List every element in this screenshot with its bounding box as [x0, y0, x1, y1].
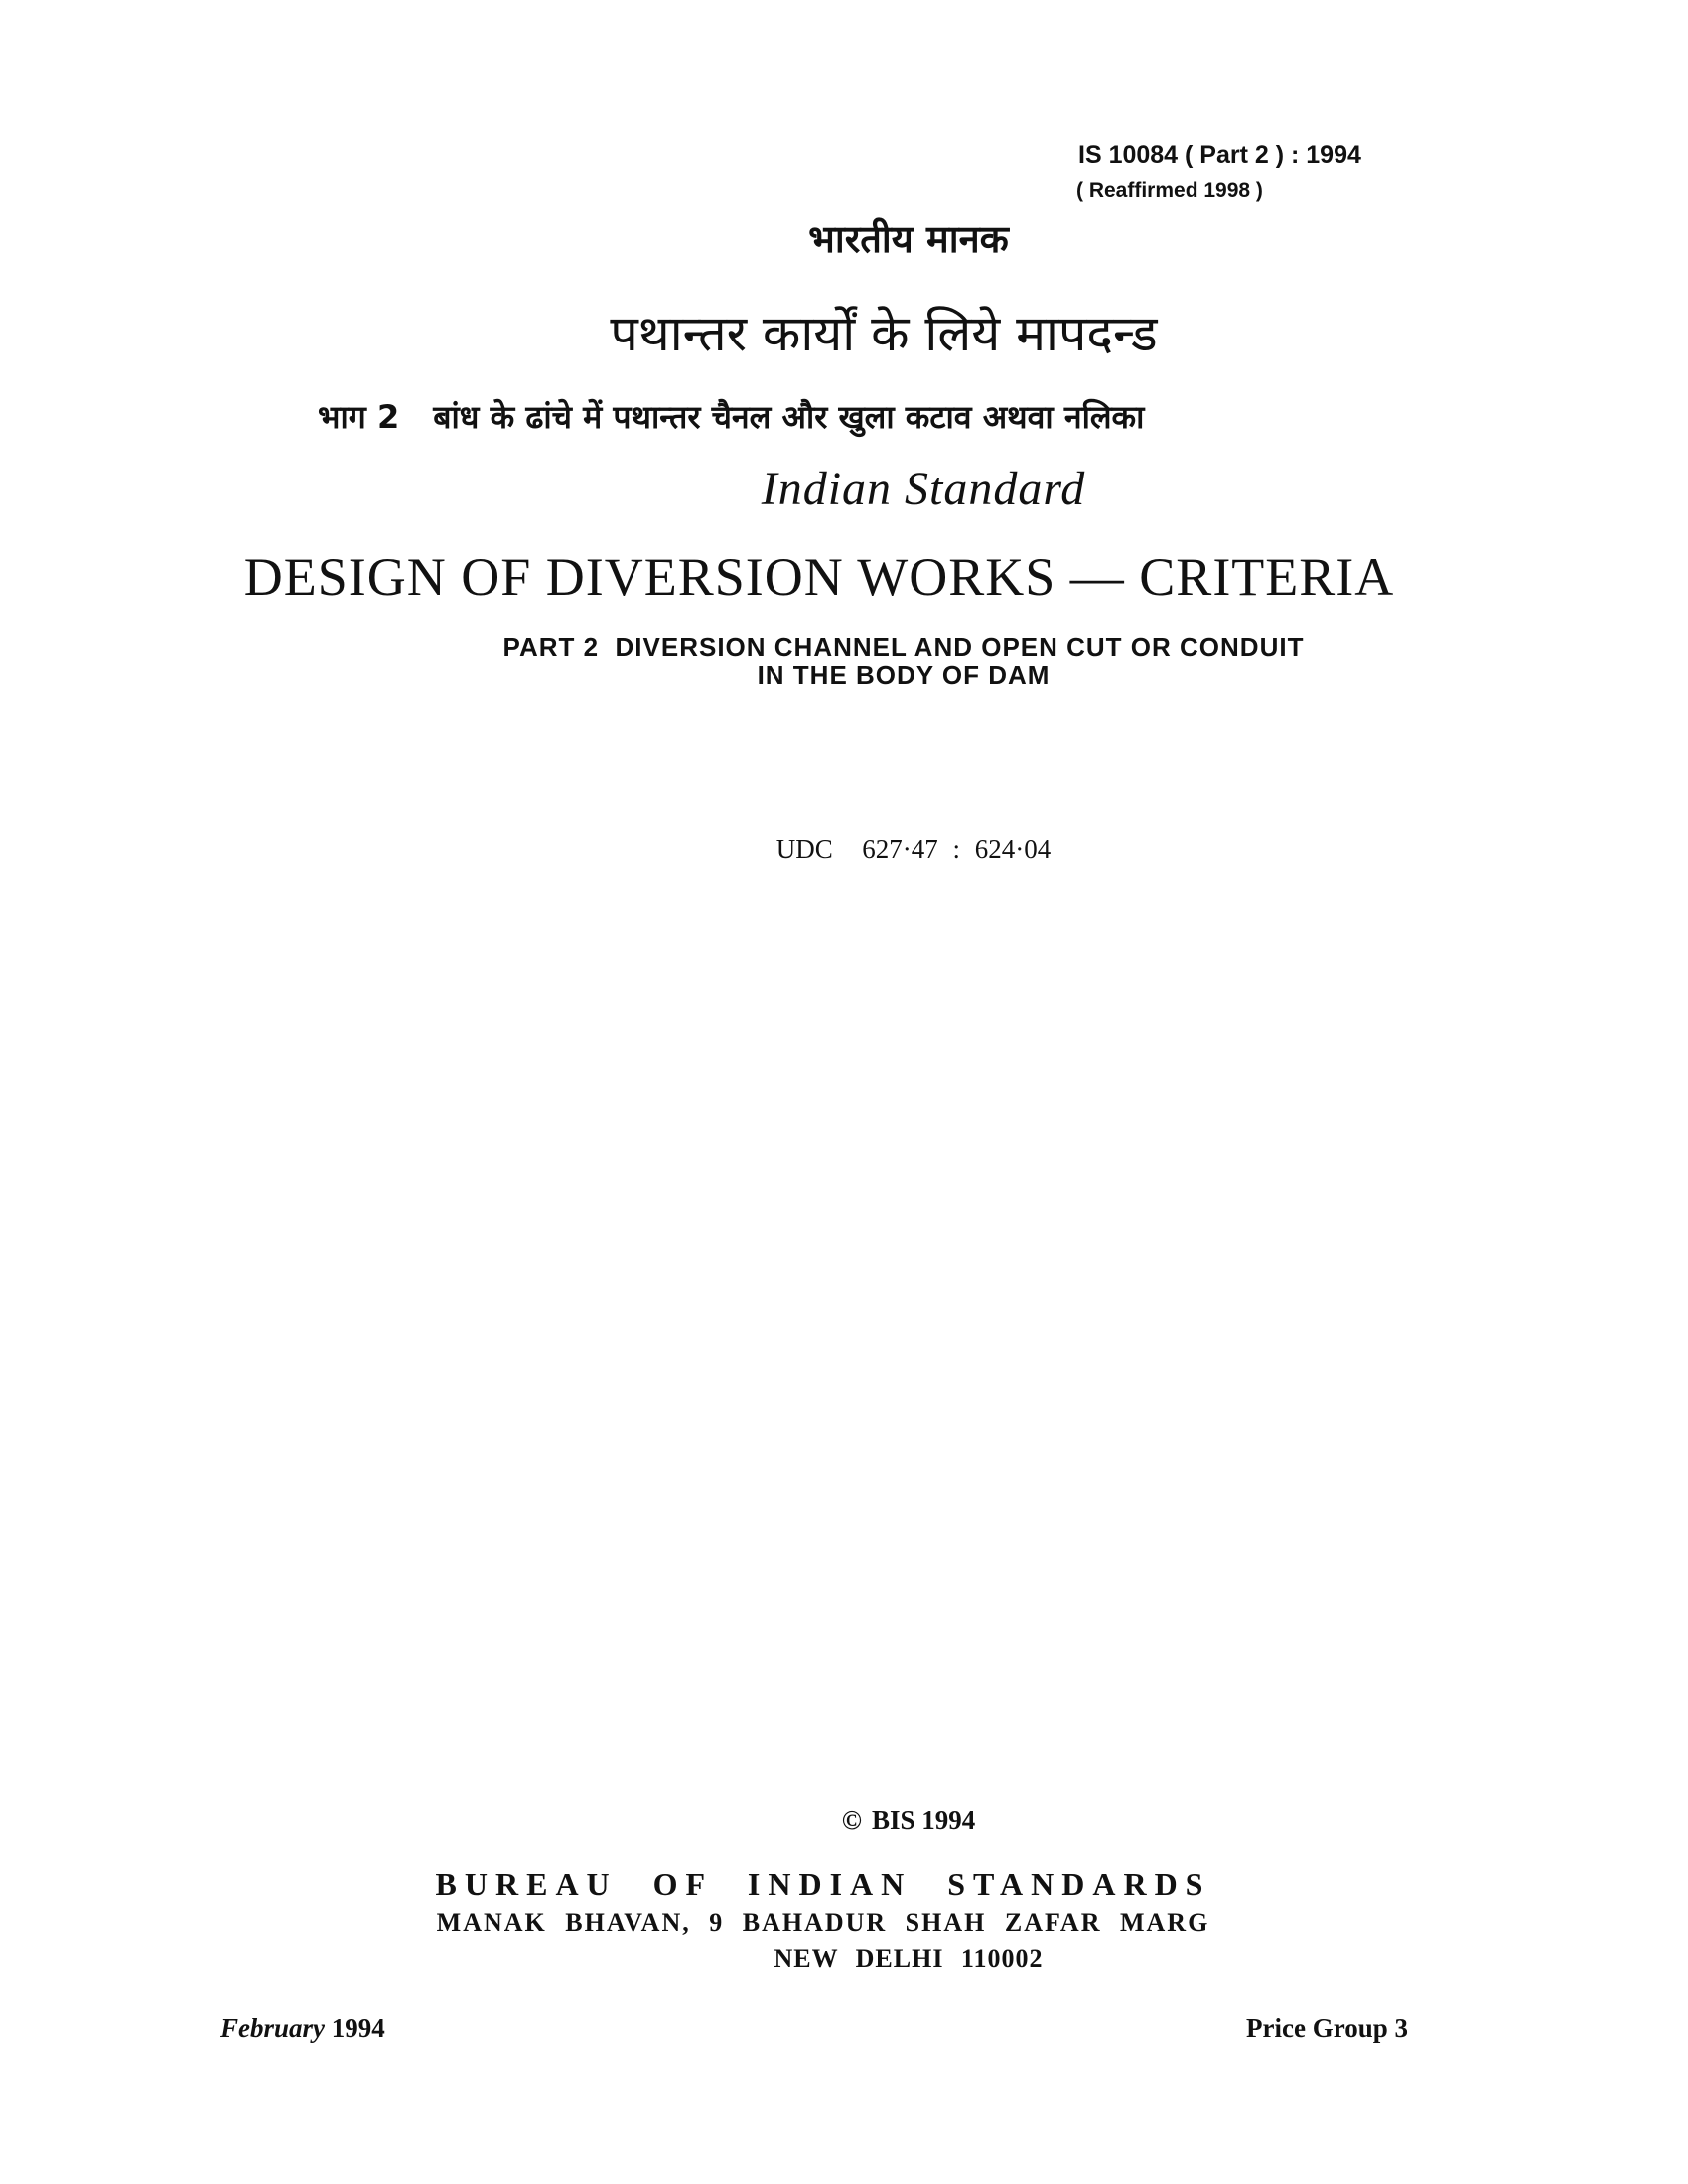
publication-month: February [220, 2013, 326, 2043]
hindi-title: पथान्तर कार्यों के लिये मापदन्ड [610, 305, 1158, 362]
publisher-address-line-2: NEW DELHI 110002 [774, 1944, 1044, 1973]
publisher-name: BUREAU OF INDIAN STANDARDS [435, 1866, 1211, 1902]
indian-standard-label: Indian Standard [761, 463, 1086, 515]
udc-code: UDC 627·47 : 624·04 [775, 834, 1052, 864]
part-title [0, 633, 1688, 689]
publisher-address-line-1: MANAK BHAVAN, 9 BAHADUR SHAH ZAFAR MARG [436, 1908, 1210, 1937]
copyright-notice [0, 1805, 1688, 1836]
publication-year: 1994 [331, 2013, 385, 2043]
hindi-standard-label: भारतीय मानक [808, 217, 1009, 261]
main-title: DESIGN OF DIVERSION WORKS — CRITERIA [243, 547, 1395, 607]
hindi-part-title: बांध के ढांचे में पथान्तर चैनल और खुला कटाव अथवा नलिका [433, 398, 1145, 436]
hindi-part-label: भाग 2 [318, 398, 400, 436]
price-group: Price Group 3 [1246, 2013, 1408, 2043]
copyright-text: BIS 1994 [871, 1805, 976, 1835]
part-title-line-1: PART 2 DIVERSION CHANNEL AND OPEN CUT OR CONDUIT [502, 632, 1305, 662]
reaffirmed-note: ( Reaffirmed 1998 ) [1076, 179, 1263, 202]
copyright-icon: © [841, 1805, 862, 1835]
standard-number: IS 10084 ( Part 2 ) : 1994 [1078, 141, 1361, 169]
publication-date [220, 2013, 385, 2044]
part-title-line-2: IN THE BODY OF DAM [757, 660, 1051, 690]
hindi-part-heading [318, 395, 1144, 438]
